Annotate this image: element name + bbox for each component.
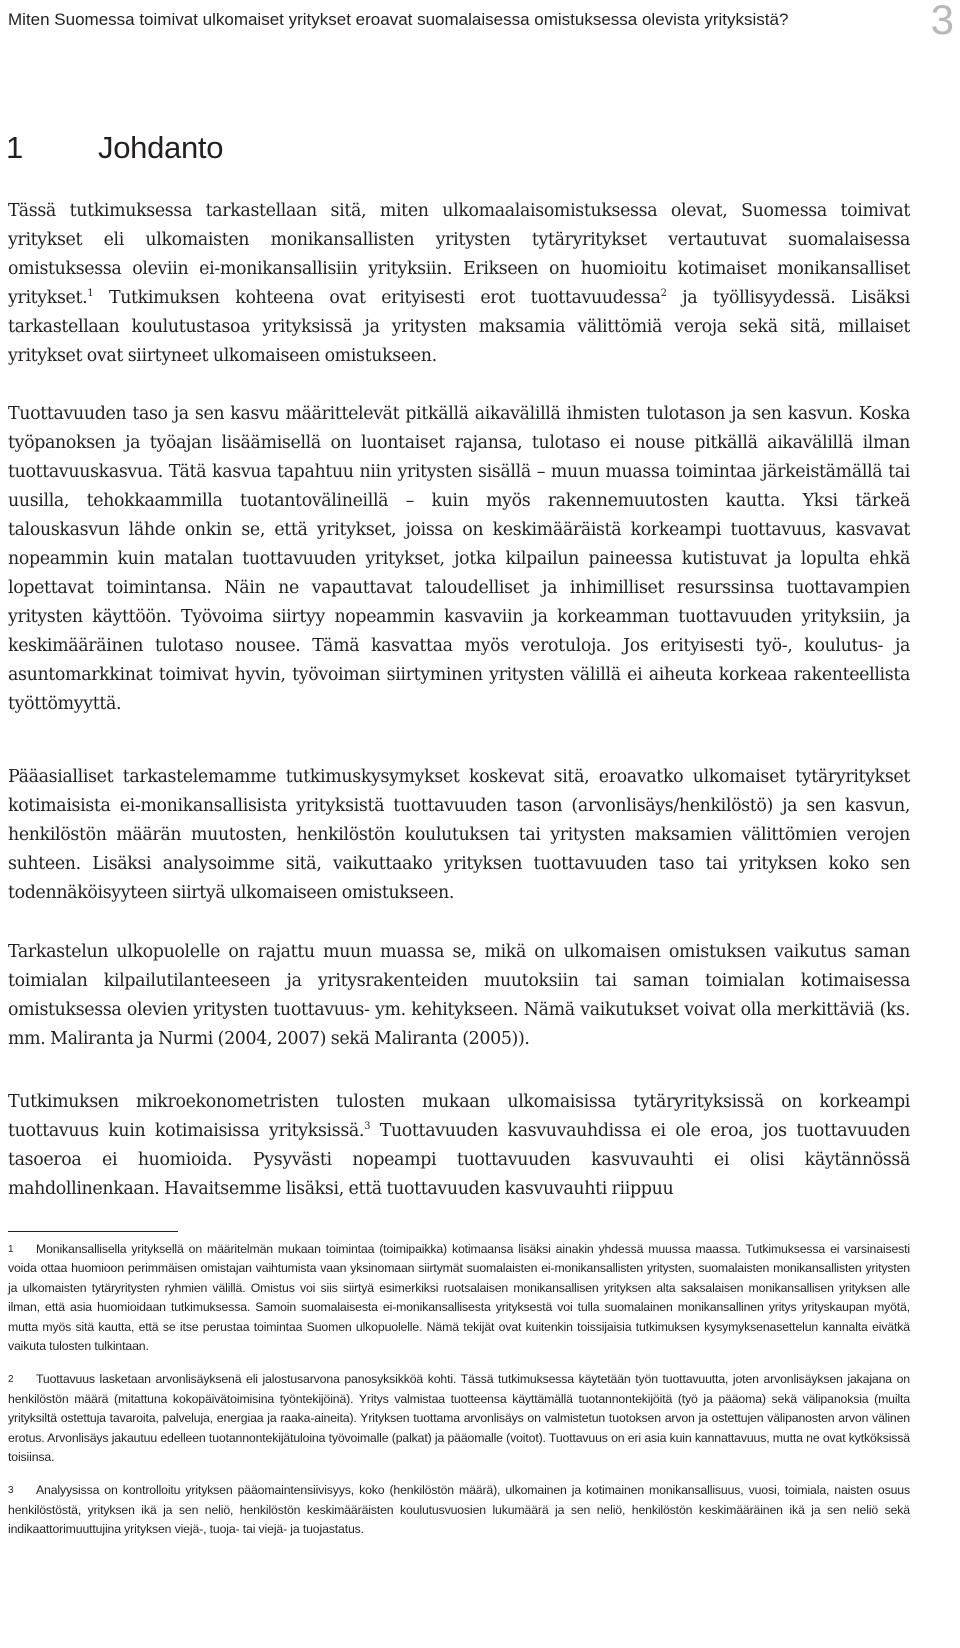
footnote-divider [8,1231,178,1232]
paragraph-3-text: Pääasialliset tarkastelemamme tutkimuskysymykset koskevat sitä, eroavatko ulkomaiset tytäryritykset kotimaisista ei-monikansallisista yrityksistä tuottavuuden tason (arvonlisäys/henkilöstö) ja sen kasvun, henkilöstön määrän muutosten, henkilöstön koulutuksen tai yritysten maksamien välittömien verojen suhteen. Lisäksi analysoimme sitä, vaikuttaako yrityksen tuottavuuden taso tai yrityksen koko sen todennäköisyyteen siirtyä ulkomaiseen omistukseen. [8,767,910,903]
paragraph-1 [8,197,910,371]
footnote-number: 3 [8,1485,14,1497]
paragraph-2 [8,400,910,719]
chapter-number: 1 [6,130,23,165]
footnote-number: 2 [8,1374,14,1386]
paragraph-4 [8,938,910,1054]
footnote-number: 1 [8,1244,14,1255]
paragraph-5 [8,1088,910,1204]
paragraph-1-text-a: Tässä tutkimuksessa tarkastellaan sitä, miten ulkomaalaisomistuksessa olevat, Suomessa toimivat yritykset eli ulkomaisten monikansallisten yritysten tytäryritykset vertautuvat suomalaisessa omistuksessa oleviin ei-monikansallisiin yrityksiin. Erikseen on huomioitu kotimaiset monikansalliset yritykset. [8,201,910,308]
paragraph-5-text-a: Tutkimuksen mikroekonometristen tulosten mukaan ulkomaisissa tytäryrityksissä on korkeampi tuottavuus kuin kotimaisissa yrityksissä. [8,1092,910,1141]
paragraph-1-text-c: ja työllisyydessä. Lisäksi tarkastellaan koulutustasoa yrityksissä ja yritysten maksamia välittömiä veroja sekä sitä, millaiset yritykset ovat siirtyneet ulkomaiseen omistukseen. [8,288,910,366]
paragraph-2-text: Tuottavuuden taso ja sen kasvu määrittelevät pitkällä aikavälillä ihmisten tulotason ja sen kasvun. Koska työpanoksen ja työajan lisäämisellä on luontaiset rajansa, tulotaso ei nouse pitkällä aikavälillä ilman tuottavuuskasvua. Tätä kasvua tapahtuu niin yritysten sisällä – muun muassa toimintaa järkeistämällä tai uusilla, tehokkaammilla tuotantovälineillä – kuin myös rakennemuutosten kautta. Yksi tärkeä talouskasvun lähde onkin se, että yritykset, joissa on keskimääräistä korkeampi tuottavuus, kasvavat nopeammin kuin matalan tuottavuuden yritykset, jotka kilpailun paineessa kutistuvat ja lopulta ehkä lopettavat toimintansa. Näin ne vapauttavat taloudelliset ja inhimilliset resurssinsa tuottavampien yritysten käyttöön. Työvoima siirtyy nopeammin kasvaviin ja korkeamman tuottavuuden yrityksiin, ja keskimääräinen tulotaso nousee. Tämä kasvattaa myös verotuloja. Jos erityisesti työ-, koulutus- ja asuntomarkkinat toimivat hyvin, työvoiman siirtyminen yritysten välillä ei aiheuta korkeaa rakenteellista työttömyyttä. [8,404,910,714]
footnote-ref-3[interactable]: 3 [364,1121,371,1133]
footnote-text: Monikansallisella yrityksellä on määritelmän mukaan toimintaa (toimipaikka) kotimaansa lisäksi ainakin yhdessä muussa maassa. Tutkimuksessa ei varsinaisesti voida ottaa huomioon perimmäisen omistajan vaihtumista vaan yksinomaan siirtymät suomalaisten ei-monikansallisten yritysten, suomalaisten monikansallisten yritysten ja ulkomaisten tytäryritysten ryhmien välillä. Omistus voi siis siirtyä esimerkiksi ruotsalaisen monikansallisen yrityksen alta saksalaisen monikansallisen yrityksen alle ilman, että asia huomioidaan tutkimuksessa. Samoin suomalaisesta ei-monikansallisesta yrityksestä voi tulla suomalainen monikansallinen yritys yrityskaupan myötä, mutta myös sitä kautta, että se itse perustaa toimintaa Suomen ulkopuolelle. Nämä tekijät ovat kuitenkin toissijaisia tutkimuksen kysymyksenasettelun kannalta eivätkä vaikuta tulosten tulkintaan. [8,1242,910,1354]
footnote-text: Analyysissa on kontrolloitu yrityksen pääomaintensiivisyys, koko (henkilöstön määrä), ulkomainen ja kotimainen monikansallisuus, vuosi, toimiala, naisten osuus henkilöstöstä, yrityksen ikä ja sen neliö, henkilöstön keskimääräisten koulutusvuosien lukumäärä ja sen neliö, henkilöstön keskimääräinen ikä ja sen neliö sekä indikaattorimuuttujina yrityksen viejä-, tuoja- tai viejä- ja tuojastatus. [8,1483,910,1537]
footnote-3 [8,1481,910,1539]
footnote-1 [8,1240,910,1356]
paragraph-3 [8,763,910,908]
running-header-title: Miten Suomessa toimivat ulkomaiset yritykset eroavat suomalaisessa omistuksessa olevista yrityksistä? [8,10,789,29]
page-number: 3 [930,0,954,43]
footnotes [8,1240,910,1554]
paragraph-5-text-b: Tuottavuuden kasvuvauhdissa ei ole eroa, jos tuottavuuden tasoeroa ei huomioida. Pysyvästi nopeampi tuottavuuden kasvuvauhti ei olisi käytännössä mahdollinenkaan. Havaitsemme lisäksi, että tuottavuuden kasvuvauhti riippuu [8,1121,910,1199]
chapter-heading [6,128,223,168]
paragraph-1-text-b: Tutkimuksen kohteena ovat erityisesti erot tuottavuudessa [93,288,661,308]
paragraph-4-text: Tarkastelun ulkopuolelle on rajattu muun muassa se, mikä on ulkomaisen omistuksen vaikutus saman toimialan kilpailutilanteeseen ja yritysrakenteiden muutoksiin tai saman toimialan kotimaisessa omistuksessa olevien yritysten tuottavuus- ym. kehitykseen. Nämä vaikutukset voivat olla merkittäviä (ks. mm. Maliranta ja Nurmi (2004, 2007) sekä Maliranta (2005)). [8,942,910,1049]
footnote-2 [8,1370,910,1467]
running-header [8,8,908,32]
footnote-ref-1[interactable]: 1 [87,288,94,300]
footnote-text: Tuottavuus lasketaan arvonlisäyksenä eli jalostusarvona panosyksikköä kohti. Tässä tutkimuksessa käytetään työn tuottavuutta, joten arvonlisäyksen jakajana on henkilöstön määrä (mitattuna kokopäivätoimisina työntekijöinä). Yritys valmistaa tuotteensa käyttämällä tuotannontekijöitä (työ ja pääoma) sekä välipanoksia (muilta yrityksiltä ostettuja tavaroita, palveluja, energiaa ja raaka-aineita). Yrityksen tuottama arvonlisäys on valmistetun tuotoksen arvon ja ostettujen välipanosten arvon välinen erotus. Arvonlisäys jakautuu edelleen tuotannontekijätuloina työvoimalle (palkat) ja pääomalle (voitot). Tuottavuus on eri asia kuin kannattavuus, mutta ne ovat kytköksissä toisiinsa. [8,1372,910,1465]
footnote-ref-2[interactable]: 2 [660,288,667,300]
chapter-title: Johdanto [98,130,224,165]
